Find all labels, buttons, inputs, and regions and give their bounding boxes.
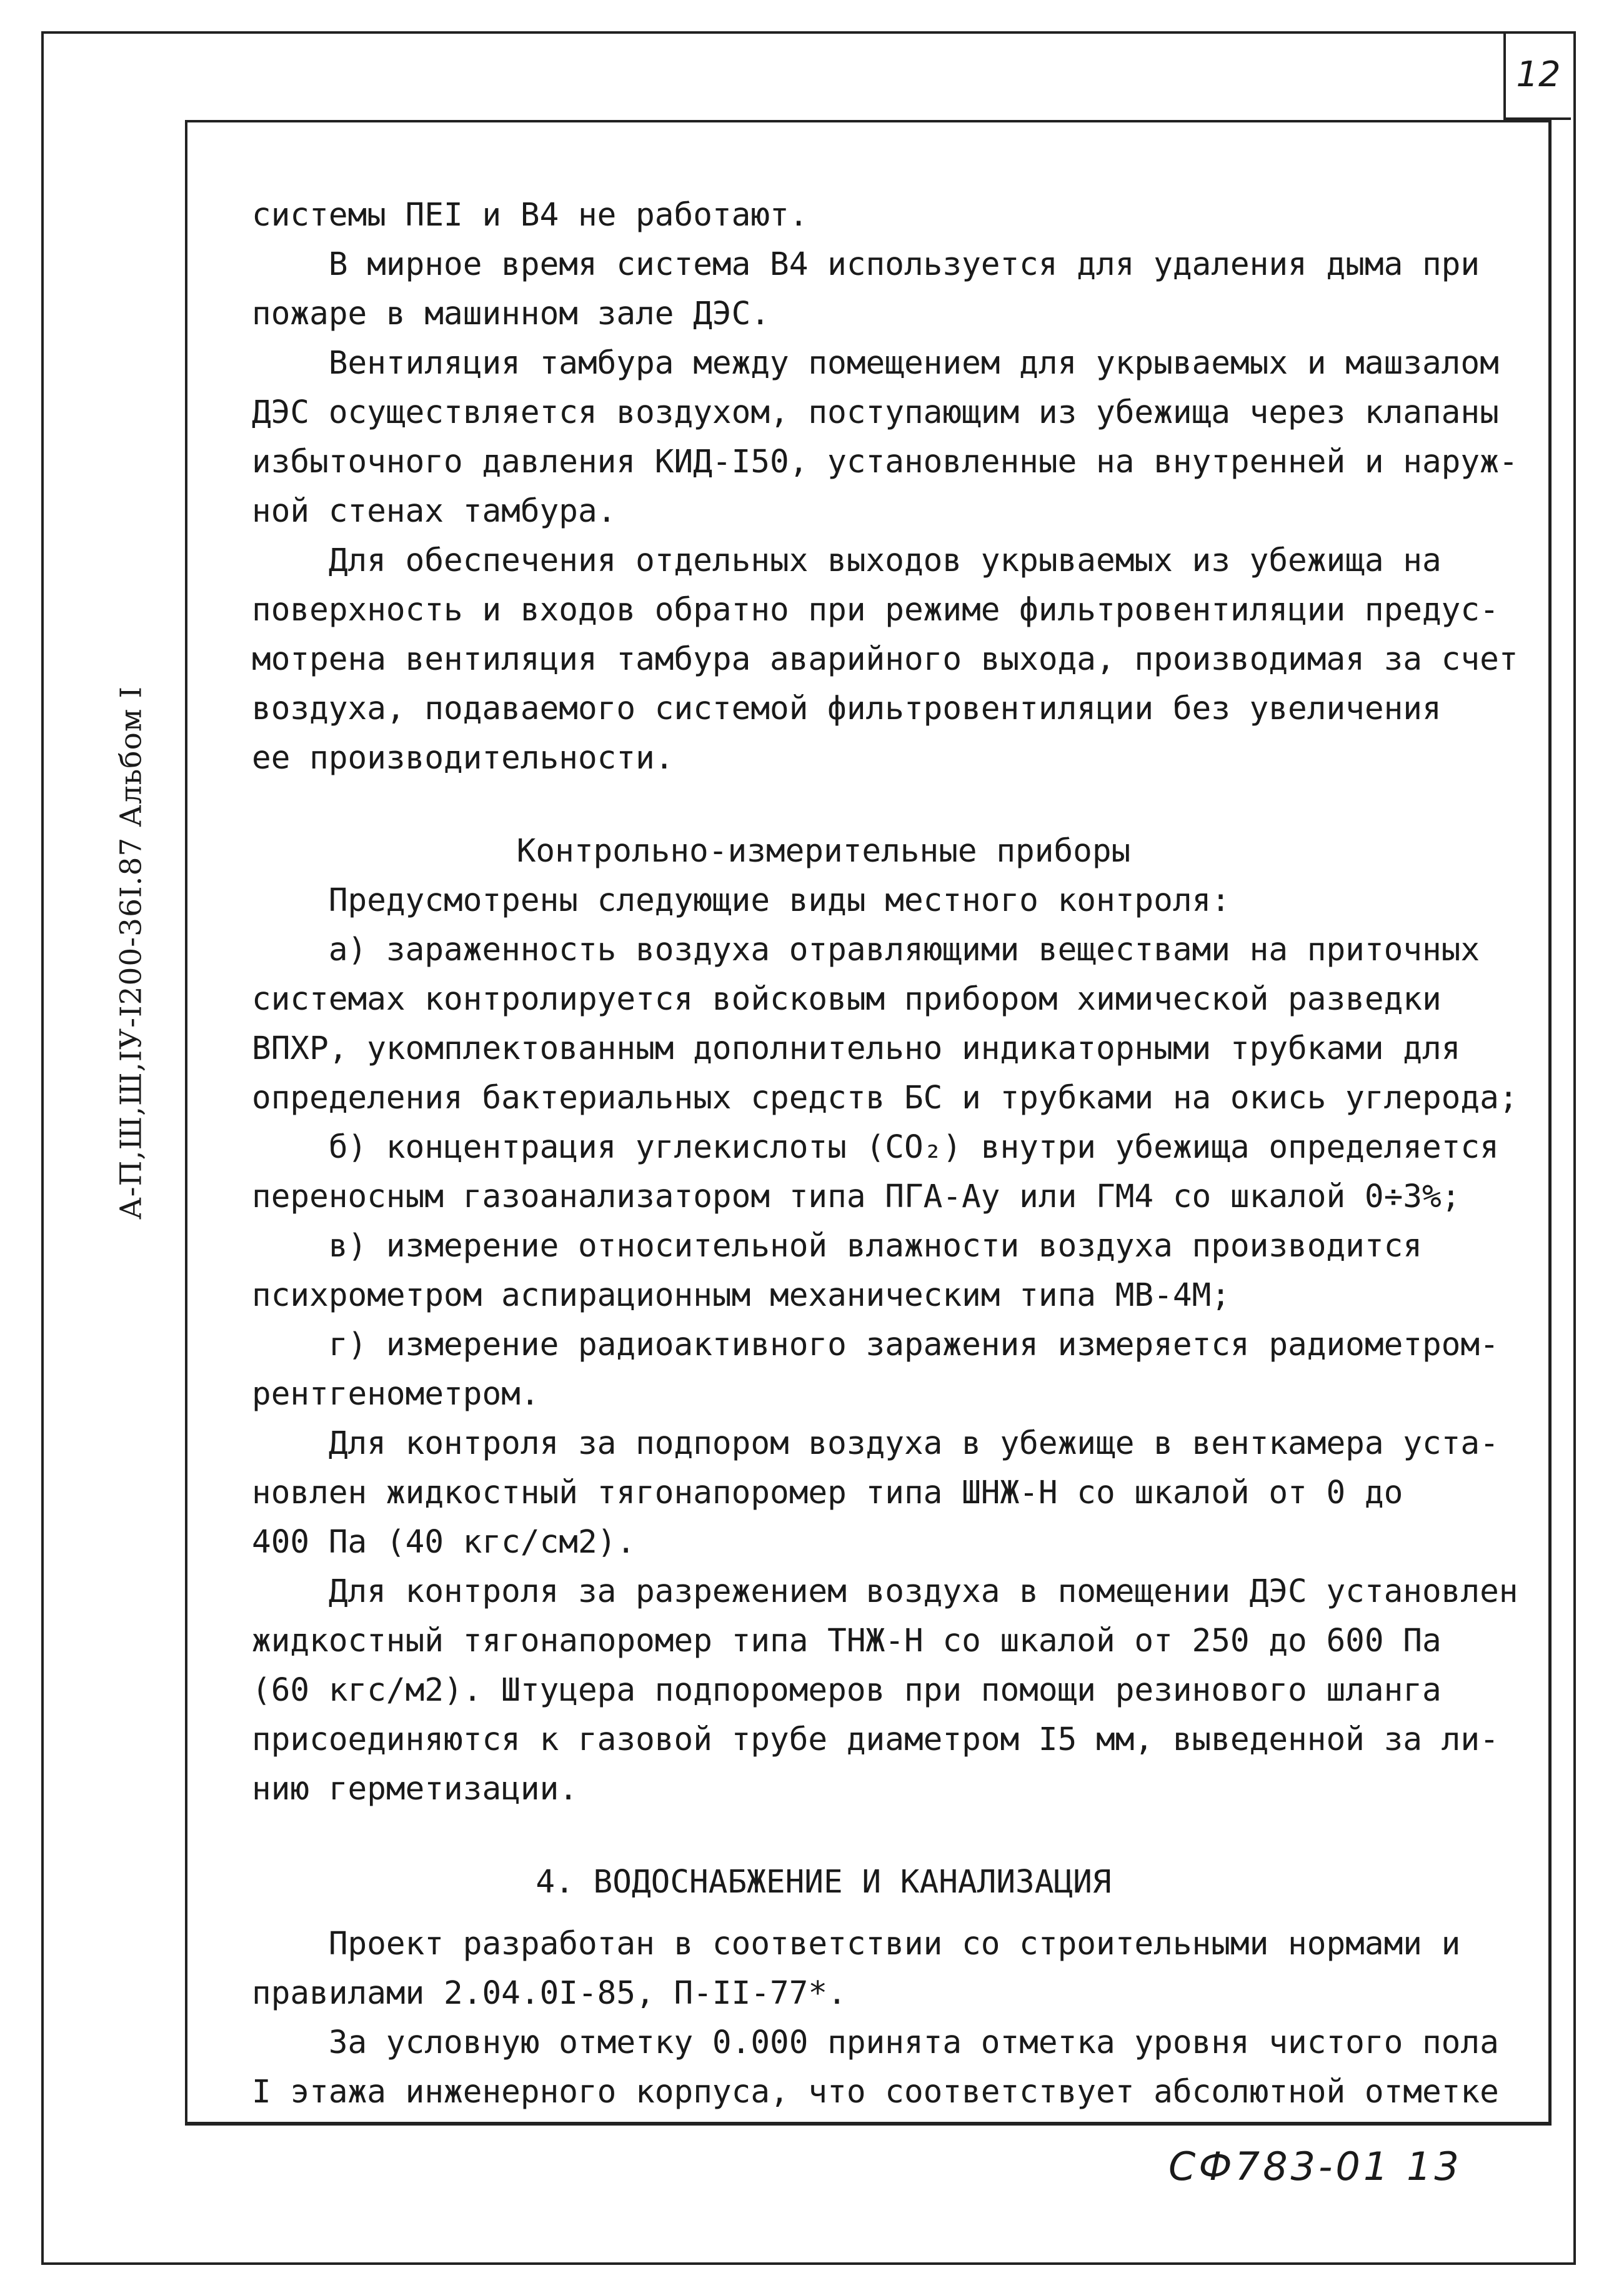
text-line: избыточного давления КИД-I50, установленные на внутренней и наруж- [252,444,1518,480]
document-code: СФ783-01 13 [1168,2144,1462,2189]
text-line: г) измерение радиоактивного заражения измеряется радиометром- [252,1326,1499,1363]
block-ventilation [252,191,1539,783]
section-heading-water: 4. ВОДОСНАБЖЕНИЕ И КАНАЛИЗАЦИЯ [536,1864,1112,1901]
text-line: рентгенометром. [252,1376,540,1413]
spacer [252,783,1539,827]
text-line: ДЭС осуществляется воздухом, поступающим из убежища через клапаны [252,394,1499,431]
text-line: системах контролируется войсковым прибором химической разведки [252,981,1442,1018]
text-line: б) концентрация углекислоты (СО₂) внутри убежища определяется [252,1129,1499,1166]
text-line: присоединяются к газовой трубе диаметром I5 мм, выведенной за ли- [252,1721,1499,1758]
text-line: Для контроля за подпором воздуха в убежище в венткамера уста- [252,1425,1499,1462]
text-line: системы ПЕI и В4 не работают. [252,197,809,234]
text-line: Предусмотрены следующие виды местного контроля: [252,882,1230,919]
side-stamp: А-П,Ш,Ш,IУ-I200-36I.87 Альбом I [114,686,149,1220]
text-line: нию герметизации. [252,1771,578,1808]
text-line: определения бактериальных средств БС и трубками на окись углерода; [252,1080,1518,1117]
text-line: воздуха, подаваемого системой фильтровентиляции без увеличения [252,690,1442,727]
block-water [252,1919,1539,2117]
section-heading-kip: Контрольно-измерительные приборы [516,833,1131,870]
text-line: Для обеспечения отдельных выходов укрываемых из убежища на [252,542,1442,579]
page-number: 12 [1503,31,1571,120]
document-body [252,191,1539,2117]
text-line: Проект разработан в соответствии со строительными нормами и [252,1926,1461,1962]
text-line: (60 кгс/м2). Штуцера подпоромеров при помощи резинового шланга [252,1672,1442,1709]
spacer [252,1907,1539,1919]
text-line: поверхность и входов обратно при режиме фильтровентиляции предус- [252,592,1499,629]
text-line: а) зараженность воздуха отравляющими веществами на приточных [252,932,1480,968]
text-line: ВПХР, укомплектованным дополнительно индикаторными трубками для [252,1030,1461,1067]
text-line: в) измерение относительной влажности воздуха производится [252,1228,1422,1265]
spacer [252,1814,1539,1858]
text-line: Вентиляция тамбура между помещением для укрываемых и машзалом [252,345,1499,382]
text-line: I этажа инженерного корпуса, что соответствует абсолютной отметке [252,2074,1499,2111]
text-line: новлен жидкостный тягонапоромер типа ШНЖ-Н со шкалой от 0 до [252,1475,1403,1511]
text-line: психрометром аспирационным механическим типа МВ-4М; [252,1277,1230,1314]
block-instruments [252,876,1539,1814]
text-line: В мирное время система В4 используется для удаления дыма при [252,246,1480,283]
text-line: ее производительности. [252,740,674,777]
text-line: ной стенах тамбура. [252,493,617,530]
text-line: переносным газоанализатором типа ПГА-Ау или ГМ4 со шкалой 0÷3%; [252,1178,1461,1215]
text-line: За условную отметку 0.000 принята отметка уровня чистого пола [252,2024,1499,2061]
text-line: мотрена вентиляция тамбура аварийного выхода, производимая за счет [252,641,1518,678]
text-line: жидкостный тягонапоромер типа ТНЖ-Н со шкалой от 250 до 600 Па [252,1623,1442,1659]
text-line: 400 Па (40 кгс/см2). [252,1524,636,1561]
text-line: пожаре в машинном зале ДЭС. [252,296,770,332]
text-line: правилами 2.04.0I-85, П-II-77*. [252,1975,847,2012]
text-line: Для контроля за разрежением воздуха в помещении ДЭС установлен [252,1573,1518,1610]
